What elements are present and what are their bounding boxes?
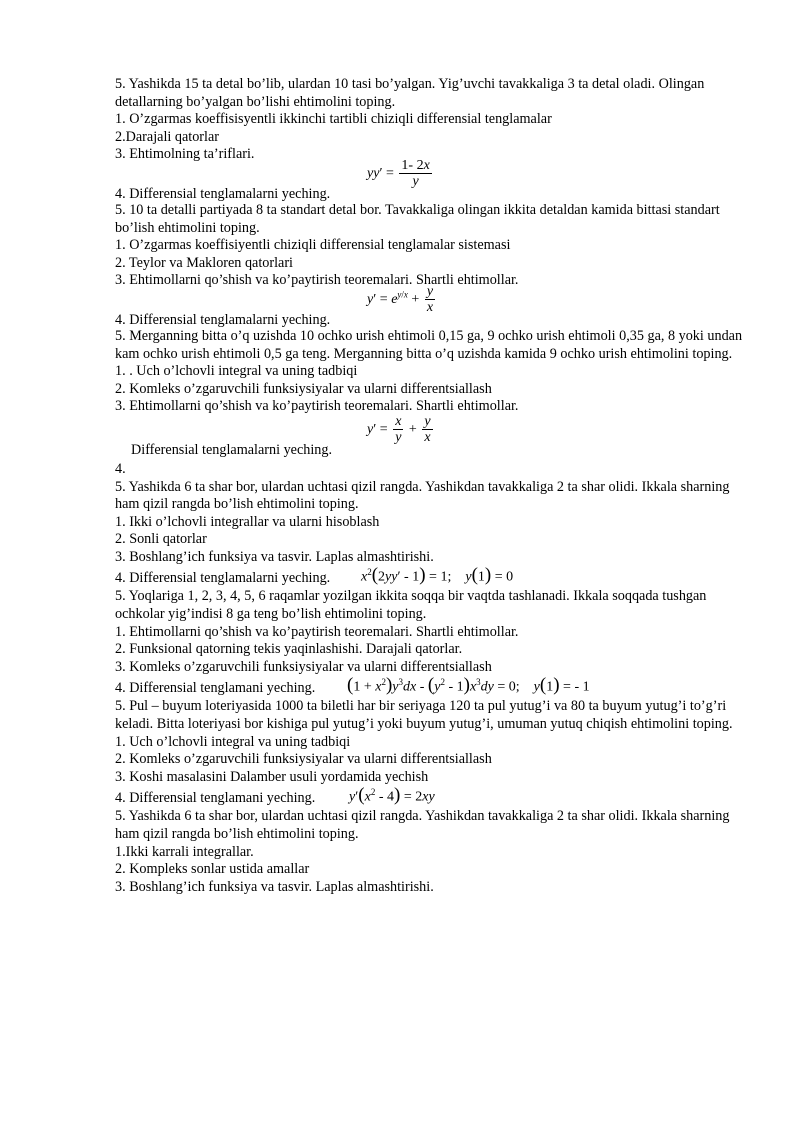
topic-line: 2. Funksional qatorning tekis yaqinlashishi. Darajali qatorlar. [115,641,463,658]
topic-line: 2. Komleks o’zgaruvchili funksiysiyalar va ularni differentsiallash [115,751,492,768]
problem-text: 5. Yoqlariga 1, 2, 3, 4, 5, 6 raqamlar yozilgan ikkita soqqa bir vaqtda tashlanadi. Ikkala soqqada tushgan ochkolar yig’indisi 8 ga teng bo’lish ehtimolini toping. [115,588,707,623]
document-page [115,76,745,896]
topic-line: 3. Boshlang’ich funksiya va tasvir. Laplas almashtirishi. [115,548,434,565]
topic-line: 3. Koshi masalasini Dalamber usuli yordamida yechish [115,768,429,785]
problem-text: 5. Merganning bitta o’q uzishda 10 ochko urish ehtimoli 0,15 ga, 9 ochko urish ehtimoli 0,35 ga, 8 yoki undan kam ochko urish ehtimoli 0,5 ga teng. Merganning bitta o’q uzishda kamida 9 ochko urish ehtimolini toping. [115,327,743,362]
topic-line: 1. Uch o’lchovli integral va uning tadbiqi [115,733,351,750]
problem-text: 5. Yashikda 6 ta shar bor, ulardan uchtasi qizil rangda. Yashikdan tavakkaliga 2 ta shar olidi. Ikkala sharning ham qizil rangda bo’lish ehtimolini toping. [115,808,730,842]
equation-row [115,676,745,698]
instruction-line: 4. Differensial tenglamani yeching. [115,680,316,697]
formula-5: $(1 + x^2)y^3dx - (y^2 - 1)x^3dy = 0$; y(1) = - 1 [347,675,590,697]
topic-line: 1. . Uch o’lchovli integral va uning tadbiqi [115,363,358,380]
equation-row [115,413,745,461]
topic-line: 3. Ehtimollarni qo’shish va ko’paytirish teoremalari. Shartli ehtimollar. [115,398,519,415]
topic-line: 2. Komleks o’zgaruvchili funksiysiyalar va ularni differentsiallash [115,380,492,397]
instruction-line: 4. Differensial tenglamalarni yeching. [115,311,331,328]
topic-line: 1. O’zgarmas koeffisiyentli chiziqli differensial tenglamalar sistemasi [115,237,511,254]
topic-line: 1. Ikki o’lchovli integrallar va ularni hisoblash [115,513,380,530]
topic-line: 1. O’zgarmas koeffisisyentli ikkinchi tartibli chiziqli differensial tenglamalar [115,111,552,128]
topic-line: 3. Ehtimollarni qo’shish va ko’paytirish teoremalari. Shartli ehtimollar. [115,272,519,289]
topic-line: 2. Sonli qatorlar [115,531,207,548]
topic-line: 1.Ikki karrali integrallar. [115,843,254,860]
instruction-line: 4. Differensial tenglamalarni yeching. [115,570,331,587]
item-number: 4. [115,460,126,477]
problem-text: 5. 10 ta detalli partiyada 8 ta standart detal bor. Tavakkaliga olingan ikkita detaldan kamida bittasi standart bo’lish ehtimolini toping. [115,201,720,236]
topic-line: 2. Teylor va Makloren qatorlari [115,254,294,271]
topic-line: 3. Komleks o’zgaruvchili funksiysiyalar va ularni differentsiallash [115,658,492,675]
topic-line: 3. Ehtimolning ta’riflari. [115,146,255,163]
instruction-line: Differensial tenglamalarni yeching. [131,441,333,458]
equation-row [115,283,745,328]
problem-text: 5. Pul – buyum loteriyasida 1000 ta biletli har bir seriyaga 120 ta pul yutug’i va 80 ta buyum yutug’i to’g’ri keladi. Bitta loteriyasi bor kishiga pul yutug’i yoki buyum yutug’i, umuman yutuq chiqish ehtimolini toping. [115,698,733,733]
equation-row [115,566,745,588]
topic-line: 1. Ehtimollarni qo’shish va ko’paytirish teoremalari. Shartli ehtimollar. [115,623,519,640]
formula-3: y′ = $\frac{x}{y}$ + $\frac{y}{x}$ [367,413,431,445]
equation-row [115,157,745,202]
topic-line: 2.Darajali qatorlar [115,128,219,145]
formula-1: yy′ = $\frac{1- 2x}{y}$ [367,157,430,189]
topic-line: 2. Kompleks sonlar ustida amallar [115,861,310,878]
equation-row [115,786,745,808]
formula-6: $y'(x^2 - 4) = 2xy$ [349,785,435,807]
instruction-line: 4. Differensial tenglamalarni yeching. [115,185,331,202]
topic-line: 3. Boshlang’ich funksiya va tasvir. Laplas almashtirishi. [115,878,434,895]
formula-4: $x^2(2yy' - 1) = 1$; y(1) = 0 [361,565,514,587]
formula-2: $y' = e^{y/x}$ + $\frac{y}{x}$ [367,283,434,315]
problem-text: 5. Yashikda 15 ta detal bo’lib, ulardan 10 tasi bo’yalgan. Yig’uvchi tavakkaliga 3 ta detal oladi. Olingan detallarning bo’yalgan bo’lishi ehtimolini toping. [115,76,705,110]
problem-text: 5. Yashikda 6 ta shar bor, ulardan uchtasi qizil rangda. Yashikdan tavakkaliga 2 ta shar olidi. Ikkala sharning ham qizil rangda bo’lish ehtimolini toping. [115,478,730,513]
instruction-line: 4. Differensial tenglamani yeching. [115,790,316,807]
